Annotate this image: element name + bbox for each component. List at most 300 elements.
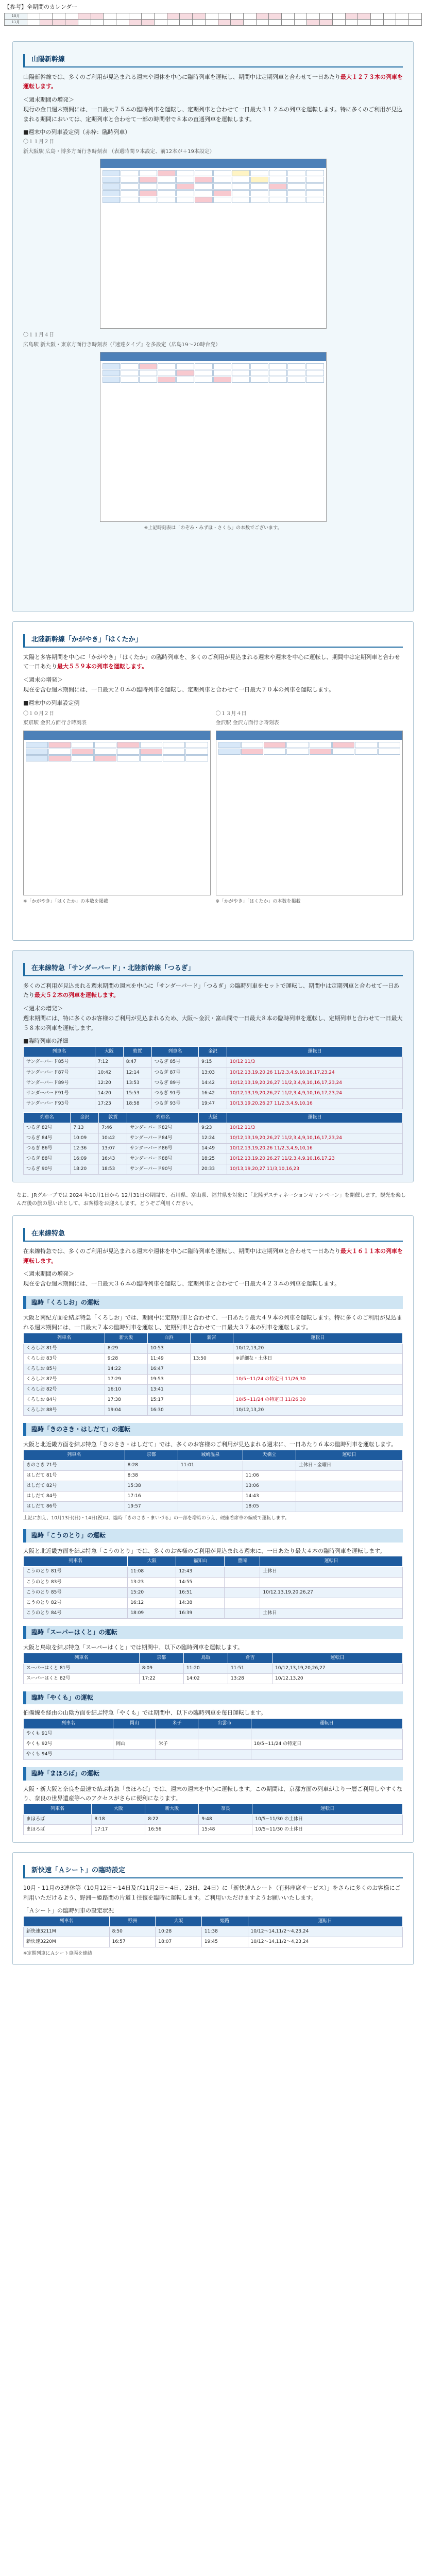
cell: こうのとり 83号 [24, 1577, 128, 1587]
table-row [24, 1133, 403, 1143]
cell: 16:43 [99, 1154, 127, 1164]
calendar-row-label: 10月 [5, 13, 27, 19]
cell: きのさき 71号 [24, 1461, 125, 1471]
kinosaki-table [23, 1450, 403, 1512]
hokuriku-note1: ※「かがやき」「はくたか」の本数を掲載 [23, 899, 109, 904]
cell: 12:43 [176, 1567, 225, 1577]
cell [260, 1598, 403, 1608]
sanyo-timetable-1 [100, 159, 327, 329]
th: 運転日 [248, 1917, 402, 1927]
cell: 15:48 [199, 1825, 252, 1835]
cell: サンダーバード93号 [24, 1098, 95, 1109]
dc-footnote: なお、JRグループでは 2024 年10月1日から 12月31日の期間で、石川県、富山県、福井県を対象に「北陸デスティネーションキャンペーン」を開催します。観光を楽しんだ後の旅の思い出として、お客様をお迎えします。どうぞご利用ください。 [16, 1192, 406, 1207]
sanyo-date2-desc: 広島駅 新大阪・東京方面行き時刻表（『速達タイプ』を多設定（広島19〜20時台発） [23, 342, 221, 348]
cell: 13:23 [128, 1577, 176, 1587]
cell: 16:12 [128, 1598, 176, 1608]
cell: くろしお 84号 [24, 1395, 105, 1405]
cell: つるぎ 84号 [24, 1133, 71, 1143]
th: 天橋立 [243, 1450, 296, 1461]
sanyo-title: 山陽新幹線 [23, 54, 403, 67]
th: 運転日 [296, 1450, 403, 1461]
cell: 17:23 [95, 1098, 123, 1109]
cell: 10/12 11/3 [227, 1057, 403, 1067]
cell: つるぎ 89号 [151, 1078, 198, 1088]
hokuriku-d1-desc: 東京駅 金沢方面行き時刻表 [23, 720, 87, 726]
cell: 10/5~11/24 の特定日 [251, 1739, 402, 1750]
zairai-lead [23, 1247, 403, 1266]
table-row [24, 1663, 403, 1673]
table-row [24, 1502, 403, 1512]
cell: 8:47 [123, 1057, 151, 1067]
th: 運転日 [260, 1556, 403, 1567]
yakumo-desc: 伯備線を経由の山陰方面を結ぶ特急「やくも」では期間中、以下の臨時列車を毎日運転します。 [23, 1709, 267, 1717]
cell: 土休日・金曜日 [296, 1461, 403, 1471]
cell: 12:20 [95, 1078, 123, 1088]
cell: 14:20 [95, 1088, 123, 1098]
cell: やくも 94号 [24, 1750, 113, 1760]
calendar-grid [4, 13, 422, 26]
th: 新大阪 [145, 1804, 199, 1814]
table-row [24, 1587, 403, 1598]
table-row [24, 1567, 403, 1577]
cell [225, 1577, 260, 1587]
cell: 18:53 [99, 1164, 127, 1174]
table-row [24, 1164, 403, 1174]
cell: 19:45 [201, 1937, 248, 1947]
cell: 14:02 [183, 1673, 228, 1684]
table-row [24, 1750, 403, 1760]
table-row [24, 1123, 403, 1133]
cell [243, 1461, 296, 1471]
cell: つるぎ 86号 [24, 1143, 71, 1154]
th: 列車名 [24, 1112, 71, 1123]
table-row [24, 1739, 403, 1750]
table-row [24, 1384, 403, 1395]
table-row [24, 1608, 403, 1618]
cell: 10/12,13,19,20,26,27 11/2,3,4,9,10,16,17,23,24 [227, 1133, 403, 1143]
table-row [24, 1492, 403, 1502]
cell: 10/12,13,19,20,26,27 11/2,3,4,9,10,16,17,23,24 [227, 1078, 403, 1088]
cell [178, 1492, 243, 1502]
cell [190, 1395, 233, 1405]
th: 出雲市 [198, 1719, 251, 1729]
th: 列車名 [24, 1450, 125, 1461]
table-row [24, 1577, 403, 1587]
cell [233, 1364, 402, 1374]
cell: 19:04 [105, 1405, 147, 1415]
section-sanyo-shinkansen [12, 41, 414, 612]
section-thunderbird-tsurugi [12, 950, 414, 1182]
th: 鳥取 [183, 1653, 228, 1663]
table-row [24, 1057, 403, 1067]
cell [260, 1577, 403, 1587]
cell: 8:50 [109, 1927, 156, 1937]
cell: 20:33 [199, 1164, 227, 1174]
th: 列車名 [24, 1653, 140, 1663]
cell [198, 1729, 251, 1739]
table-row [24, 1343, 403, 1353]
cell: サンダーバード88号 [127, 1154, 199, 1164]
cell: サンダーバード91号 [24, 1088, 95, 1098]
cell: 12:24 [199, 1133, 227, 1143]
cell [233, 1384, 402, 1395]
cell: 10:09 [71, 1133, 99, 1143]
sunbird-lead-highlight: 最大５２本の列車を運転します。 [35, 992, 120, 999]
cell [296, 1502, 403, 1512]
cell: サンダーバード86号 [127, 1143, 199, 1154]
hokuriku-lead-text: 太陽と多客期間を中心に「かがやき」「はくたか」の臨時列車を、多くのご利用が見込まれる週末や週末を中心に運転し、期間中は定期列車と合わせて一日あたり [23, 653, 400, 670]
cell: サンダーバード87号 [24, 1067, 95, 1078]
cell: 11:38 [201, 1927, 248, 1937]
cell: 18:58 [123, 1098, 151, 1109]
cell: 13:06 [243, 1481, 296, 1492]
cell: 17:22 [139, 1673, 183, 1684]
calendar-caption: 【参考】全期間のカレンダー [4, 4, 78, 10]
th: 列車名 [24, 1719, 113, 1729]
kounotori-desc: 大阪と北近畿方面を結ぶ特急「こうのとり」では、多くのお客様のご利用が見込まれる週末に、一日あたり最大４本の臨時列車を運転します。 [23, 1547, 386, 1554]
cell: はしだて 81号 [24, 1471, 125, 1481]
th: 姫路 [201, 1917, 248, 1927]
cell: つるぎ 88号 [24, 1154, 71, 1164]
section-hokuriku-shinkansen [12, 621, 414, 941]
cell: 11:01 [178, 1461, 243, 1471]
kuroshio-heading: 臨時「くろしお」の運転 [23, 1296, 403, 1309]
cell: くろしお 82号 [24, 1384, 105, 1395]
cell [178, 1471, 243, 1481]
cell: 13:28 [228, 1673, 272, 1684]
cell: 11:49 [147, 1353, 190, 1364]
cell: 16:09 [71, 1154, 99, 1164]
cell [190, 1384, 233, 1395]
table-row [24, 1815, 403, 1825]
th: 新宮 [190, 1333, 233, 1343]
aseat-table [23, 1916, 403, 1947]
cell: 10:42 [99, 1133, 127, 1143]
cell: 15:17 [147, 1395, 190, 1405]
section-limited-express [12, 1215, 414, 1843]
sanyo-lead [23, 73, 403, 92]
th: 福知山 [176, 1556, 225, 1567]
table-row [24, 1395, 403, 1405]
cell: 10/12,13,20 [233, 1405, 402, 1415]
th: 敦賀 [99, 1112, 127, 1123]
th: 運転日 [233, 1333, 402, 1343]
cell [190, 1405, 233, 1415]
cell: 10/12,13,19,20,26,27 [260, 1587, 403, 1598]
cell [198, 1750, 251, 1760]
th: 新大阪 [105, 1333, 147, 1343]
cell: 10/12,13,20 [233, 1343, 402, 1353]
table-row [24, 1154, 403, 1164]
cell: 14:22 [105, 1364, 147, 1374]
hokuriku-note2: ※「かがやき」「はくたか」の本数を掲載 [215, 899, 301, 904]
cell: はしだて 82号 [24, 1481, 125, 1492]
cell: 8:29 [105, 1343, 147, 1353]
th: 岡山 [113, 1719, 156, 1729]
table-row [24, 1078, 403, 1088]
th: 大阪 [95, 1047, 123, 1057]
sanyo-date1: 〇１１月２日 [23, 139, 54, 145]
hokuriku-d1: 〇１０月２日 [23, 710, 54, 717]
cell: 18:25 [199, 1154, 227, 1164]
superhakuto-desc: 大阪と鳥取を結ぶ特急「スーパーはくと」では期間中、以下の臨時列車を運転します。 [23, 1644, 244, 1651]
th: 大阪 [199, 1112, 227, 1123]
th: 野洲 [109, 1917, 156, 1927]
sanyo-note: ※上記時刻表は「のぞみ・みずほ・さくら」の本数でございます。 [144, 526, 282, 531]
cell: 19:53 [147, 1374, 190, 1384]
th: 運転日 [251, 1719, 402, 1729]
kounotori-table [23, 1556, 403, 1618]
table-row [24, 1927, 403, 1937]
th: 金沢 [71, 1112, 99, 1123]
cell: 16:42 [199, 1088, 227, 1098]
cell [113, 1750, 156, 1760]
th: 列車名 [151, 1047, 198, 1057]
cell: 17:29 [105, 1374, 147, 1384]
cell: 10/12,13,19,20,26,27 11/2,3,4,9,10,16,17,23 [227, 1154, 403, 1164]
th: 列車名 [24, 1333, 105, 1343]
table-row [24, 1481, 403, 1492]
zairai-body1: 現在を含む週末期間には、一日最大３６本の臨時列車を運転し、定期列車と合わせて一日最大４２３本の列車を運転します。 [23, 1280, 340, 1287]
cell [156, 1729, 198, 1739]
cell: サンダーバード82号 [127, 1123, 199, 1133]
cell: 10:28 [156, 1927, 202, 1937]
aseat-title: 新快速「Ａシート」の臨時設定 [23, 1865, 403, 1878]
sunbird-body1: 週末期間には、特に多くのお客様のご利用が見込まれるため、大阪～金沢・富山間で一日最大８本の臨時列車を運転し、定期列車と合わせて一日最大５８本の列車を運転します。 [23, 1015, 403, 1031]
cell: 9:48 [199, 1815, 252, 1825]
cell [156, 1750, 198, 1760]
cell: 18:20 [71, 1164, 99, 1174]
th: 京都 [125, 1450, 178, 1461]
table-row [24, 1143, 403, 1154]
table-row [24, 1088, 403, 1098]
cell: 土休日 [260, 1608, 403, 1618]
hokuriku-lead-highlight: 最大５５９本の列車を運転します。 [57, 663, 148, 670]
aseat-lead2: 「Ａシート」の臨時列車の設定状況 [23, 1907, 114, 1914]
kounotori-heading: 臨時「こうのとり」の運転 [23, 1529, 403, 1542]
cell: 15:38 [125, 1481, 178, 1492]
cell: はしだて 86号 [24, 1502, 125, 1512]
zairai-lead-highlight: 最大１６１１本の列車を運転します。 [23, 1247, 403, 1264]
cell: 土休日 [260, 1567, 403, 1577]
hokuriku-sub1: ＜週末の増発＞ [23, 676, 63, 684]
cell: 12:14 [123, 1067, 151, 1078]
sunbird-sub2: ■臨時列車の詳細 [23, 1038, 69, 1045]
cell: 16:47 [147, 1364, 190, 1374]
cell: 11:08 [128, 1567, 176, 1577]
th: 倉吉 [228, 1653, 272, 1663]
cell: 14:38 [176, 1598, 225, 1608]
calendar-row-label: 11月 [5, 19, 27, 25]
table-row [24, 1067, 403, 1078]
cell: 10/12,13,19,20,26 11/2,3,4,9,10,16 [227, 1143, 403, 1154]
cell [190, 1364, 233, 1374]
cell: つるぎ 90号 [24, 1164, 71, 1174]
yakumo-table [23, 1718, 403, 1760]
aseat-note: ※定期列車にＡシート車両を連結 [23, 1951, 92, 1957]
sanyo-lead-highlight: 最大１２７３本の列車を運転します。 [23, 73, 403, 90]
cell: 19:57 [125, 1502, 178, 1512]
cell: はしだて 84号 [24, 1492, 125, 1502]
cell: つるぎ 85号 [151, 1057, 198, 1067]
cell: 17:17 [92, 1825, 145, 1835]
sanyo-date2: 〇１１月４日 [23, 332, 54, 338]
cell [225, 1608, 260, 1618]
cell [198, 1739, 251, 1750]
section-aseat [12, 1852, 414, 1965]
reference-calendar [4, 3, 422, 26]
cell: サンダーバード85号 [24, 1057, 95, 1067]
sanyo-date1-desc: 新大阪駅 広島・博多方面行き時刻表 （表過時間９本設定、前12本が＋19本設定） [23, 148, 215, 155]
hokuriku-d2-desc: 金沢駅 金沢方面行き時刻表 [215, 720, 279, 726]
superhakuto-table [23, 1653, 403, 1684]
cell: 10/12～14,11/2～4,23,24 [248, 1937, 402, 1947]
hokuriku-table-left [23, 708, 211, 905]
cell [296, 1481, 403, 1492]
cell: 12:36 [71, 1143, 99, 1154]
th: 敦賀 [123, 1047, 151, 1057]
th: 大阪 [156, 1917, 202, 1927]
cell: くろしお 87号 [24, 1374, 105, 1384]
cell: 18:05 [243, 1502, 296, 1512]
table-row [24, 1353, 403, 1364]
cell [296, 1492, 403, 1502]
cell: 10/5~11/24 の特定日 11/26,30 [233, 1395, 402, 1405]
cell: サンダーバード89号 [24, 1078, 95, 1088]
th: 大阪 [128, 1556, 176, 1567]
table-row [24, 1825, 403, 1835]
cell: 11:20 [183, 1663, 228, 1673]
cell: 10/13,19,20,26,27 11/2,3,4,9,10,16 [227, 1098, 403, 1109]
cell: 新快速3220M [24, 1937, 110, 1947]
cell: サンダーバード84号 [127, 1133, 199, 1143]
cell: 13:07 [99, 1143, 127, 1154]
cell [225, 1587, 260, 1598]
cell: 8:09 [139, 1663, 183, 1673]
sunbird-table-down [23, 1046, 403, 1109]
cell: 16:51 [176, 1587, 225, 1598]
cell: 7:12 [95, 1057, 123, 1067]
th: 列車名 [24, 1047, 95, 1057]
table-row [24, 1673, 403, 1684]
cell: 16:56 [145, 1825, 199, 1835]
th: 列車名 [24, 1804, 92, 1814]
cell: 17:38 [105, 1395, 147, 1405]
table-row [24, 1598, 403, 1608]
cell: 11:51 [228, 1663, 272, 1673]
th: 運転日 [252, 1804, 403, 1814]
cell: 9:28 [105, 1353, 147, 1364]
hokuriku-title: 北陸新幹線「かがやき」「はくたか」 [23, 634, 403, 648]
cell: 8:22 [145, 1815, 199, 1825]
cell: まほろば [24, 1815, 92, 1825]
mahoroba-desc: 大阪・新大阪と奈良を最速で結ぶ特急「まほろば」では、週末の週末を中心に運転します。この期間は、京都方面の列車がより一層ご利用しやすくなり、奈良の世界遺産等へのアクセスがさらに便利になります。 [23, 1785, 403, 1802]
cell: くろしお 81号 [24, 1343, 105, 1353]
cell: 10/5~11/30 の土休日 [252, 1815, 403, 1825]
cell: サンダーバード90号 [127, 1164, 199, 1174]
cell: くろしお 83号 [24, 1353, 105, 1364]
cell: やくも 91号 [24, 1729, 113, 1739]
cell [178, 1481, 243, 1492]
cell: 16:10 [105, 1384, 147, 1395]
cell: 7:46 [99, 1123, 127, 1133]
sanyo-lead-text: 山陽新幹線では、多くのご利用が見込まれる週末や週休を中心に臨時列車を運転し、期間中は定期列車と合わせて一日あたり [23, 73, 340, 80]
cell: 11:06 [243, 1471, 296, 1481]
cell: 10:53 [147, 1343, 190, 1353]
cell: 10/12,13,19,20,26 11/2,3,4,9,10,16,17,23,24 [227, 1067, 403, 1078]
hokuriku-table-right [216, 708, 403, 905]
cell: 9:23 [199, 1123, 227, 1133]
sunbird-lead [23, 981, 403, 1001]
cell: くろしお 85号 [24, 1364, 105, 1374]
sunbird-title: 在来線特急「サンダーバード」・北陸新幹線「つるぎ」 [23, 963, 403, 976]
table-row [24, 1471, 403, 1481]
table-row [24, 1729, 403, 1739]
cell: 8:28 [125, 1461, 178, 1471]
cell: つるぎ 93号 [151, 1098, 198, 1109]
cell: 10:42 [95, 1067, 123, 1078]
cell: 8:18 [92, 1815, 145, 1825]
cell: こうのとり 81号 [24, 1567, 128, 1577]
cell [178, 1502, 243, 1512]
table-row [24, 1364, 403, 1374]
table-row [24, 1098, 403, 1109]
th: 金沢 [199, 1047, 227, 1057]
cell: 10/12～14,11/2～4,23,24 [248, 1927, 402, 1937]
hokuriku-sub2: ■週末中の列車設定例 [23, 699, 80, 706]
mahoroba-heading: 臨時「まほろば」の運転 [23, 1767, 403, 1780]
cell: 17:16 [125, 1492, 178, 1502]
table-row [24, 1937, 403, 1947]
cell: つるぎ 87号 [151, 1067, 198, 1078]
cell: 13:50 [190, 1353, 233, 1364]
cell: まほろば [24, 1825, 92, 1835]
zairai-sub1: ＜週末期間の増発＞ [23, 1270, 74, 1278]
hokuriku-d2: 〇１３月４日 [215, 710, 247, 717]
cell: こうのとり 82号 [24, 1598, 128, 1608]
cell: 14:49 [199, 1143, 227, 1154]
kinosaki-desc: 大阪と北近畿方面を結ぶ特急「きのさき・はしだて」では、多くのお客様のご利用が見込まれる週末に、一日あたり６本の臨時列車を運転します。 [23, 1441, 397, 1448]
cell [190, 1343, 233, 1353]
th: 白浜 [147, 1333, 190, 1343]
sunbird-lead-text: 多くのご利用が見込まれる週末期間の週末を中心に「サンダーバード」「つるぎ」の臨時列車をセットで運転し、期間中は定期列車と合わせて一日あたり [23, 982, 399, 999]
cell: 13:53 [123, 1078, 151, 1088]
th: 列車名 [24, 1556, 128, 1567]
cell: 岡山 [113, 1739, 156, 1750]
cell: 10/5~11/30 の土休日 [252, 1825, 403, 1835]
cell: 13:03 [199, 1067, 227, 1078]
kuroshio-table [23, 1333, 403, 1416]
mahoroba-table [23, 1804, 403, 1835]
cell [296, 1471, 403, 1481]
cell: スーパーはくと 81号 [24, 1663, 140, 1673]
cell: 新快速3211M [24, 1927, 110, 1937]
cell: ※詳細な・土休日 [233, 1353, 402, 1364]
cell: 14:55 [176, 1577, 225, 1587]
cell [251, 1729, 402, 1739]
cell: 10/12 11/3 [227, 1123, 403, 1133]
cell [225, 1567, 260, 1577]
cell: こうのとり 85号 [24, 1587, 128, 1598]
sunbird-table-up [23, 1112, 403, 1175]
th: 豊岡 [225, 1556, 260, 1567]
table-row [24, 1405, 403, 1415]
cell: 13:41 [147, 1384, 190, 1395]
kinosaki-note: 上記に加え、10月13日(日)・14日(祝)は、臨時「きのさき・まいづる」の一部を増結のうえ、硬座着席車の編成で運転します。 [23, 1516, 289, 1521]
th: 運転日 [227, 1112, 403, 1123]
cell: 14:42 [199, 1078, 227, 1088]
cell: こうのとり 84号 [24, 1608, 128, 1618]
